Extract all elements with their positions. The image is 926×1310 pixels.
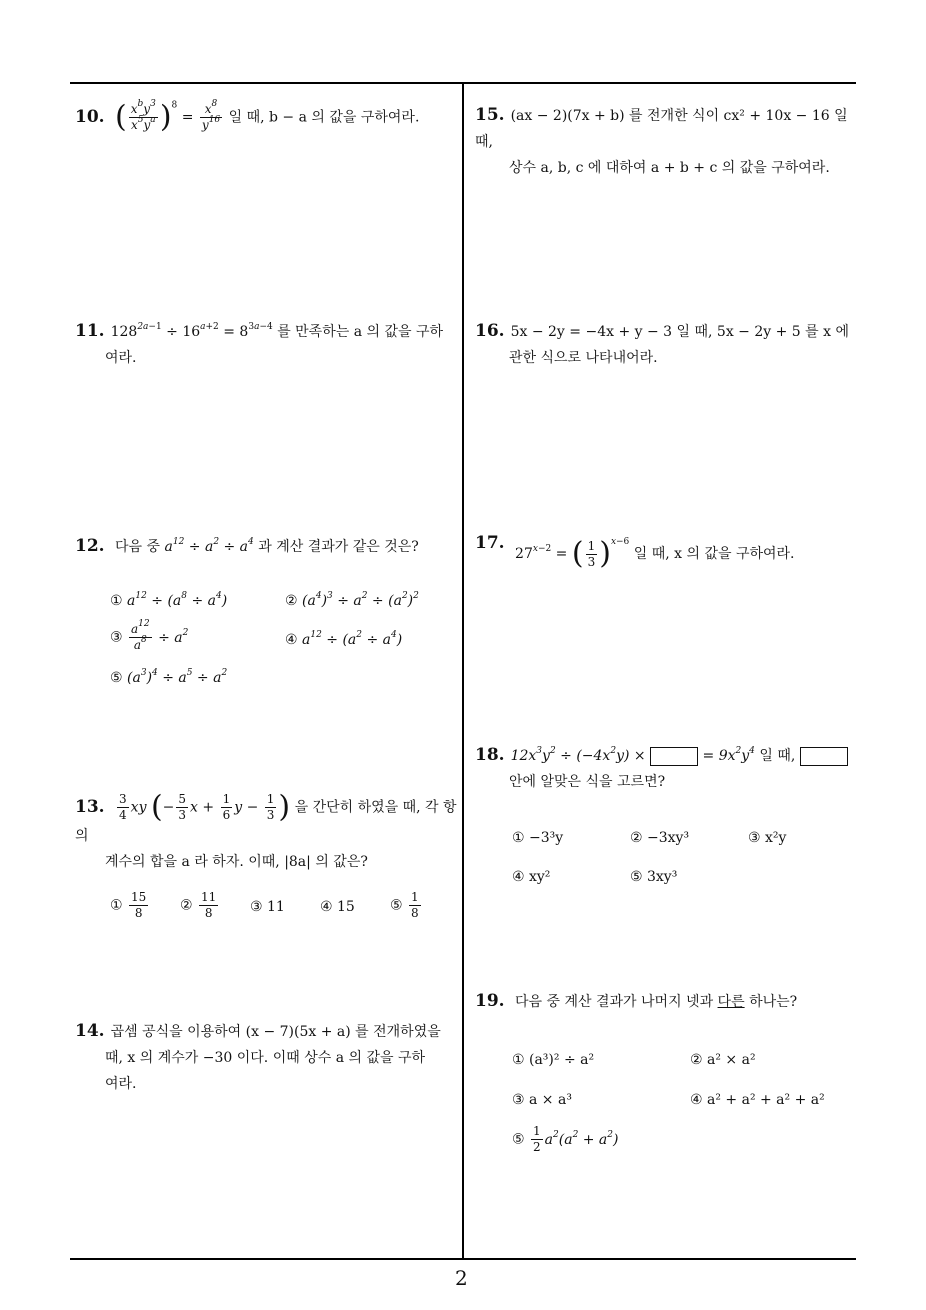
q12-option-1[interactable]: ① $a^{12} \div (a^8 \div a^4)$ xyxy=(110,591,228,609)
q19-option-1[interactable]: ① (a³)² ÷ a² xyxy=(512,1052,595,1068)
question-text: 5x − 2y = −4x + y − 3 일 때, 5x − 2y + 5 를 x 에 xyxy=(510,324,850,340)
question-19 xyxy=(475,988,797,1015)
question-text: (ax − 2)(7x + b) 를 전개한 식이 cx² + 10x − 16 일 때, xyxy=(475,108,848,150)
question-number: 12. xyxy=(75,536,105,556)
question-number: 11. xyxy=(75,321,105,341)
q18-option-2[interactable]: ② −3xy³ xyxy=(630,830,690,846)
question-number: 14. xyxy=(75,1021,105,1041)
question-number: 19. xyxy=(475,991,505,1011)
question-10: 10. ( $\frac{x^by^3}{x^5y^a}$ )$^8$ = $\frac{x^8}{y^{16}}$ 일 때, b − a 의 값을 구하여라. xyxy=(75,99,420,135)
question-text: 상수 a, b, c 에 대하여 a + b + c 의 값을 구하여라. xyxy=(509,160,830,176)
question-text: 를 만족하는 a 의 값을 구하 xyxy=(277,324,444,340)
question-text: 여라. xyxy=(105,1076,137,1092)
question-text: 관한 식으로 나타내어라. xyxy=(509,350,658,366)
question-text: 일 때, b − a 의 값을 구하여라. xyxy=(228,109,420,126)
question-number: 13. xyxy=(75,796,105,817)
page-number: 2 xyxy=(455,1266,468,1290)
q18-option-1[interactable]: ① −3³y xyxy=(512,830,564,846)
q13-option-4[interactable]: ④ 15 xyxy=(320,899,355,915)
q13-option-5[interactable]: ⑤ $\frac{1}{8}$ xyxy=(390,890,419,920)
q13-option-2[interactable]: ② $\frac{11}{8}$ xyxy=(180,890,217,920)
question-text: 과 계산 결과가 같은 것은? xyxy=(258,539,419,555)
question-18: 18. $12x^3y^2 \div (-4x^2y)$ × = $9x^2y^4$ 일 때, 안에 알맞은 식을 고르면? xyxy=(475,742,865,795)
question-11: 11. $128^{2a-1} \div 16^{a+2} = 8^{3a-4}$ 를 만족하는 a 의 값을 구하 여라. xyxy=(75,318,460,371)
question-17: 17. $27^{x-2}$ = ( $\frac{1}{3}$ )$^{x-6}$ 일 때, x 의 값을 구하여라. xyxy=(475,533,795,571)
question-12: 12. 다음 중 $a^{12} \div a^2 \div a^4$ 과 계산 결과가 같은 것은? xyxy=(75,536,419,556)
underlined-word: 다른 xyxy=(717,994,745,1010)
q19-option-2[interactable]: ② a² × a² xyxy=(690,1052,756,1068)
q12-option-2[interactable]: ② $(a^4)^3 \div a^2 \div (a^2)^2$ xyxy=(285,591,419,609)
question-number: 16. xyxy=(475,321,505,341)
question-text: 계수의 합을 a 라 하자. 이때, |8a| 의 값은? xyxy=(105,854,368,870)
question-13: 13. $\frac{3}{4}$ xy (− $\frac{5}{3}$ x + $\frac{1}{6}$ y − $\frac{1}{3}$ ) 을 간단히 하였을 때, 각 항의 계수의 합을 a 라 하자. 이때, |8a| 의 값은? xyxy=(75,792,460,875)
question-number: 15. xyxy=(475,105,505,125)
q19-option-3[interactable]: ③ a × a³ xyxy=(512,1092,572,1108)
question-text: 안에 알맞은 식을 고르면? xyxy=(509,774,666,790)
question-number: 18. xyxy=(475,745,505,765)
question-text: 일 때, xyxy=(759,748,796,764)
q18-option-5[interactable]: ⑤ 3xy³ xyxy=(630,869,678,885)
column-divider xyxy=(462,82,464,1260)
question-lead: 다음 중 xyxy=(115,539,161,555)
question-text: 을 간단히 하였을 때, 각 항의 xyxy=(75,799,457,844)
question-text: 때, x 의 계수가 −30 이다. 이때 상수 a 의 값을 구하 xyxy=(105,1050,426,1066)
q12-option-3[interactable]: ③ $\frac{a^{12}}{a^8}$ ÷ $a^2$ xyxy=(110,619,189,652)
bottom-rule xyxy=(70,1258,856,1260)
q12-option-5[interactable]: ⑤ $(a^3)^4 \div a^5 \div a^2$ xyxy=(110,668,228,686)
question-text: 하나는? xyxy=(749,994,798,1010)
question-text: 곱셈 공식을 이용하여 (x − 7)(5x + a) 를 전개하였을 xyxy=(110,1024,441,1040)
question-number: 17. xyxy=(475,533,505,553)
q18-option-4[interactable]: ④ xy² xyxy=(512,869,551,885)
q13-option-1[interactable]: ① $\frac{15}{8}$ xyxy=(110,890,147,920)
q18-option-3[interactable]: ③ x²y xyxy=(748,830,787,846)
answer-blank-box[interactable] xyxy=(650,747,698,766)
q19-option-4[interactable]: ④ a² + a² + a² + a² xyxy=(690,1092,825,1108)
q13-option-3[interactable]: ③ 11 xyxy=(250,899,285,915)
question-number: 10. xyxy=(75,106,105,127)
q12-option-4[interactable]: ④ $a^{12} \div (a^2 \div a^4)$ xyxy=(285,630,403,648)
question-14 xyxy=(75,1018,460,1097)
question-text: 일 때, x 의 값을 구하여라. xyxy=(633,546,795,562)
answer-blank-box[interactable] xyxy=(800,747,848,766)
question-15 xyxy=(475,102,860,181)
question-text: 여라. xyxy=(105,350,137,366)
q19-option-5[interactable]: ⑤ $\frac{1}{2}$ $a^2(a^2 + a^2)$ xyxy=(512,1124,619,1154)
question-16 xyxy=(475,318,860,371)
question-lead: 다음 중 계산 결과가 나머지 넷과 xyxy=(515,994,714,1010)
